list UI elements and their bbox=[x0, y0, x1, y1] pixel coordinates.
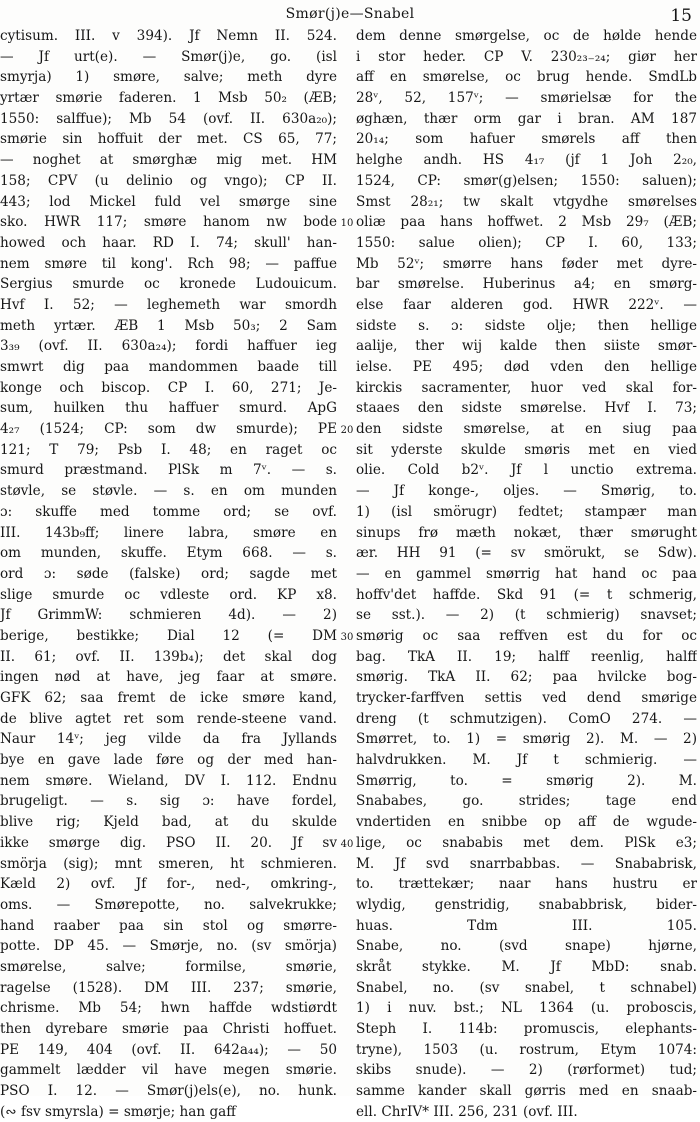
text-line: aff en smørelse, oc brug hende. SmdLb bbox=[356, 69, 697, 86]
text-line: oliæ paa hans hoffwet. 2 Msb 29₇ (ÆB; bbox=[356, 214, 697, 231]
text-line: berige, bestikke; Dial 12 (= DM bbox=[0, 627, 337, 644]
text-line: sidste s. ɔ: sidste olje; then hellige bbox=[356, 317, 697, 334]
text-line: Steph I. 114b: promuscis, elephants- bbox=[356, 1021, 697, 1037]
text-line: Hvf I. 52; — leghemeth war smordh bbox=[0, 296, 337, 313]
text-line: de blive agtet ret som rende-steene vand. bbox=[0, 710, 337, 727]
text-line: 1) i nuv. bst.; NL 1364 (u. proboscis, bbox=[356, 1000, 697, 1017]
text-line: yrtær smørie faderen. 1 Msb 50₂ (ÆB; bbox=[0, 90, 337, 107]
text-line: bag. TkA II. 19; halff reenlig, halff bbox=[356, 648, 697, 665]
text-line: vndertiden en snibbe op aff de wgude- bbox=[356, 814, 697, 831]
text-line: blive rig; Kjeld bad, at du skulde bbox=[0, 814, 337, 831]
text-line: Snabe, no. (svd snape) hjørne, bbox=[356, 938, 697, 955]
text-line: sko. HWR 117; smøre hanom nw bode bbox=[0, 214, 337, 231]
text-line: Naur 14ᵛ; jeg vilde da fra Jyllands bbox=[0, 731, 337, 748]
text-line: gammelt lædder vil have megen smørie. bbox=[0, 1062, 337, 1079]
text-line: 158; CPV (u delinio og vngo); CP II. bbox=[0, 172, 337, 189]
text-line: bye en gave lade føre og der med han- bbox=[0, 752, 337, 769]
text-line: ær. HH 91 (= sv smörukt, se Sdw). bbox=[356, 545, 697, 562]
text-line: halvdrukken. M. Jf t schmierig. — bbox=[356, 752, 697, 769]
text-line: Kæld 2) ovf. Jf for-, ned-, omkring-, bbox=[0, 876, 337, 893]
text-line: smørie sin hoffuit der met. CS 65, 77; bbox=[0, 131, 337, 148]
text-line: slige smurde oc vdleste ord. KP x8. bbox=[0, 586, 337, 603]
text-line: sum, huilken thu haffuer smurd. ApG bbox=[0, 400, 337, 417]
text-line: kirckis sacramenter, huor ved skal for- bbox=[356, 379, 697, 396]
text-line: GFK 62; saa fremt de icke smøre kand, bbox=[0, 690, 337, 706]
text-line: 3₃₉ (ovf. II. 630a₂₄); fordi haffuer ieg bbox=[0, 338, 337, 355]
text-line: dem denne smørgelse, oc de hølde hende bbox=[356, 28, 697, 44]
text-line: — Jf urt(e). — Smør(j)e, go. (isl bbox=[0, 48, 337, 65]
text-line: III. 143b₉ff; linere labra, smøre en bbox=[0, 524, 337, 541]
text-line: 1) (isl smörugr) fedtet; stampær man bbox=[356, 503, 697, 520]
text-line: smyrja) 1) smøre, salve; meth dyre bbox=[0, 69, 337, 86]
text-line: Smørret, to. 1) = smørig 2). M. — 2) bbox=[356, 731, 697, 748]
text-line: staaes den sidste smørelse. Hvf I. 73; bbox=[356, 400, 697, 417]
text-line: se sst.). — 2) (t schmierig) snavset; bbox=[356, 607, 697, 624]
text-line: Sergius smurde oc kronede Ludouicum. bbox=[0, 276, 337, 293]
text-line: oms. — Smørepotte, no. salvekrukke; bbox=[0, 896, 337, 913]
text-line: Jf GrimmW: schmieren 4d). — 2) bbox=[0, 607, 337, 624]
text-line: ielse. PE 495; død vden den hellige bbox=[356, 359, 697, 375]
text-line: konge och biscop. CP I. 60, 271; Je- bbox=[0, 379, 337, 396]
text-line: 1550: salffue); Mb 54 (ovf. II. 630a₂₀); bbox=[0, 110, 337, 127]
text-line: — en gammel smørrig hat hand oc paa bbox=[356, 565, 697, 582]
text-line: II. 61; ovf. II. 139b₄); det skal dog bbox=[0, 648, 337, 665]
text-line: dreng (t schmutzigen). ComO 274. — bbox=[356, 710, 697, 727]
text-line: ragelse (1528). DM III. 237; smørie, bbox=[0, 979, 337, 996]
gutter-line-number: 20 bbox=[340, 425, 354, 437]
text-line: ord ɔ: søde (falske) ord; sagde met bbox=[0, 565, 337, 582]
text-line: potte. DP 45. — Smørje, no. (sv smörja) bbox=[0, 938, 337, 955]
right-column bbox=[356, 26, 697, 1122]
text-line: tryne), 1503 (u. rostrum, Etym 1074: bbox=[356, 1041, 697, 1058]
text-line: ɔ: skuffe med tomme ord; se ovf. bbox=[0, 503, 337, 520]
text-line: 4₂₇ (1524; CP: som dw smurde); PE bbox=[0, 421, 337, 438]
text-line: M. Jf svd snarrbabbas. — Snababrisk, bbox=[356, 855, 697, 872]
text-line: PE 149, 404 (ovf. II. 642a₄₄); — 50 bbox=[0, 1041, 337, 1058]
text-line: 121; T 79; Psb I. 48; en raget oc bbox=[0, 441, 337, 458]
text-line: olie. Cold b2ᵛ. Jf l unctio extrema. bbox=[356, 462, 697, 479]
text-line: — Jf konge-, oljes. — Smørig, to. bbox=[356, 483, 697, 500]
text-line: chrisme. Mb 54; hwn haffde wdstiørdt bbox=[0, 1000, 337, 1017]
text-line: smörja (sig); mnt smeren, ht schmieren. bbox=[0, 855, 337, 872]
text-line: skråt stykke. M. Jf MbD: snab. bbox=[356, 958, 697, 975]
text-line: nem smøre til kong'. Rch 98; — paffue bbox=[0, 255, 337, 272]
text-line: om munden, skuffe. Etym 668. — s. bbox=[0, 545, 337, 562]
text-line: 1550: salue olien); CP I. 60, 133; bbox=[356, 234, 697, 251]
text-line: ingen nød at have, jeg faar at smøre. bbox=[0, 669, 337, 686]
text-line: else faar alderen god. HWR 222ᵛ. — bbox=[356, 296, 697, 313]
text-line: støvle, se støvle. — s. en om munden bbox=[0, 483, 337, 500]
text-line: PSO I. 12. — Smør(j)els(e), no. hunk. bbox=[0, 1083, 337, 1100]
text-line: i stor heder. CP V. 230₂₃₋₂₄; giør her bbox=[356, 48, 697, 65]
text-line: 1524, CP: smør(g)elsen; 1550: saluen); bbox=[356, 172, 697, 189]
text-line: smørig. TkA II. 62; paa hvilcke bog- bbox=[356, 669, 697, 686]
text-line: Snabel, no. (sv snabel, t schnabel) bbox=[356, 979, 697, 996]
text-line: wlydig, genstridig, snababbrisk, bider- bbox=[356, 896, 697, 913]
text-line: Snababes, go. strides; tage end bbox=[356, 793, 697, 810]
text-line: hand raaber paa sin stol og smørre- bbox=[0, 917, 337, 934]
running-title: Smør(j)e—Snabel bbox=[285, 6, 415, 22]
text-line: 443; lod Mickel fuld vel smørge sine bbox=[0, 193, 337, 210]
text-line: bar smørelse. Huberinus a4; en smørg- bbox=[356, 276, 697, 293]
text-line: Smørrig, to. = smørig 2). M. bbox=[356, 772, 697, 789]
text-line: cytisum. III. v 394). Jf Nemn II. 524. bbox=[0, 28, 337, 44]
text-line: sinups frø mæth nokæt, thær smørught bbox=[356, 524, 697, 541]
text-line: — noghet at smørghæ mig met. HM bbox=[0, 152, 337, 169]
text-line: den sidste smørelse, at en siug paa bbox=[356, 421, 697, 438]
text-line: 28ᵛ, 52, 157ᵛ; — smørielsæ for the bbox=[356, 90, 697, 107]
text-line: smørelse, salve; formilse, smørie, bbox=[0, 958, 337, 975]
text-line: smurd præstmand. PlSk m 7ᵛ. — s. bbox=[0, 462, 337, 479]
text-line: øghæn, thær orm gar i bran. AM 187 bbox=[356, 110, 697, 127]
left-column bbox=[0, 26, 337, 1122]
text-line: hoffv'det haffde. Skd 91 (= t schmerig, bbox=[356, 586, 697, 603]
text-line: sit yderste skulde smøris met en vied bbox=[356, 441, 697, 458]
text-line: ikke smørge dig. PSO II. 20. Jf sv bbox=[0, 834, 337, 851]
text-line: brugeligt. — s. sig ɔ: have fordel, bbox=[0, 793, 337, 810]
text-line: nem smøre. Wieland, DV I. 112. Endnu bbox=[0, 772, 337, 789]
text-line: to. trættekær; naar hans hustru er bbox=[356, 876, 697, 893]
text-line: lige, oc snababis met dem. PlSk e3; bbox=[356, 834, 697, 851]
text-line: samme kander skall gørris med en snaab- bbox=[356, 1083, 697, 1100]
text-line: helghe andh. HS 4₁₇ (jf 1 Joh 2₂₀, bbox=[356, 152, 697, 169]
text-line: trycker-farffven settis ved dend smørige bbox=[356, 690, 697, 706]
text-line: smwrt dig paa mandommen baade till bbox=[0, 359, 337, 375]
text-line: Smst 28₂₁; tw skalt vtgydhe smørelses bbox=[356, 193, 697, 210]
text-line: (∾ fsv smyrsla) = smørje; han gaff bbox=[0, 1103, 236, 1120]
gutter-line-number: 30 bbox=[340, 632, 354, 644]
text-line: ell. ChrIV* III. 256, 231 (ovf. III. bbox=[356, 1103, 578, 1120]
page-number: 15 bbox=[670, 6, 692, 26]
text-line: meth yrtær. ÆB 1 Msb 50₃; 2 Sam bbox=[0, 317, 337, 334]
gutter-line-number: 10 bbox=[340, 218, 354, 230]
text-line: skibs snude). — 2) (rørformet) tud; bbox=[356, 1062, 697, 1079]
text-line: huas. Tdm III. 105. bbox=[356, 917, 697, 934]
text-line: then dyrebare smørie paa Christi hoffuet. bbox=[0, 1021, 337, 1037]
text-line: 20₁₄; som hafuer smørels aff then bbox=[356, 131, 697, 148]
text-line: aalije, ther wij kalde then siiste smør- bbox=[356, 338, 697, 355]
gutter-line-number: 40 bbox=[340, 839, 354, 851]
text-line: Mb 52ᵛ; smørre hans føder met dyre- bbox=[356, 255, 697, 272]
text-line: smørig oc saa reffven est du for oc bbox=[356, 627, 697, 644]
text-line: howed och haar. RD I. 74; skull' han- bbox=[0, 234, 337, 251]
